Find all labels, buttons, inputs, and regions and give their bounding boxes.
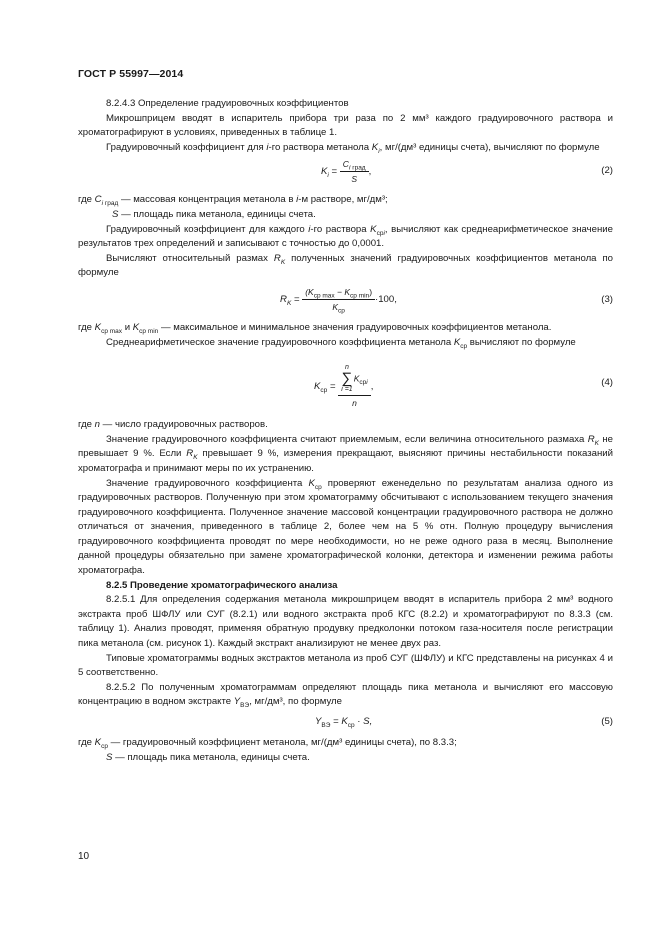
page-number: 10 — [78, 851, 90, 862]
paragraph: Значение градуировочного коэффициента $K_{ср}$ проверяют еженедельно по результатам анализа одного из градуировочных растворов. Полученную при этом хроматограмму обсчитывают с использованием текущего значения градуировочного коэффициента. Полученное значение массовой концентрации градуировочного раствора не должно отличаться от значения, приведенного в таблице 2, более чем на 5 % отн. Полную процедуру вычисления градуировочного коэффициента проводят по мере необходимости, но не реже одного раза в месяц. Выполнение данной процедуры обязательно при замене хроматографической колонки, детектора и изменении режима работы хроматографа. — [78, 477, 614, 577]
equation-number: (2) — [601, 165, 613, 177]
paragraph: Микрошприцем вводят в испаритель прибора три раза по 2 мм³ каждого градуировочного раствора и хроматографируют в условиях, приведенных в таблице 1. — [78, 112, 613, 139]
formula-5: $Y_{ВЭ} = K_{ср} \cdot S$, (5) — [315, 716, 613, 729]
formula-5-where: где $K_{ср}$ — градуировочный коэффициент метанола, мг/(дм³ единицы счета), по 8.3.3; — [78, 737, 457, 750]
section-8-2-5-1: 8.2.5.1 Для определения содержания метанола микрошприцем вводят в испаритель прибора 2 мм³ водного экстракта проб ШФЛУ или СУГ (8.2.1) или водного экстракта проб КГС (8.2.2) и хроматографируют по 8.3.3 (см. таблицу 1). Анализ проводят, применяя обратную продувку предколонки потоком газа-носителя после регистрации пика метанола (см. рисунок 1). Каждый экстракт анализируют не менее двух раз. — [78, 594, 613, 650]
formula-3-where: где $K_{ср max}$ и $K_{ср min}$ — максимальное и минимальное значения градуировочных коэффициентов метанола. — [78, 321, 552, 335]
page-body — [78, 97, 613, 765]
paragraph: Градуировочный коэффициент для i-го раствора метанола $K_i$, мг/(дм³ единицы счета), вычисляют по формуле — [106, 141, 600, 155]
formula-2-where-s: S — площадь пика метанола, единицы счета. — [112, 208, 316, 220]
paragraph: Градуировочный коэффициент для каждого i-го раствора $K_{срi}$, вычисляют как среднеарифметическое значение результатов трех определений и записывают с точностью до 0,0001. — [78, 223, 613, 250]
equation-number: (3) — [601, 293, 613, 305]
formula-3: $R_K$ = $\frac{(K_{ср max} - K_{ср min})}{K_{ср}}$ ·100, (3) — [280, 286, 613, 315]
formula-4: $K_{ср}$ = n ∑ $i =1K_{срi}$ n , (4) — [314, 364, 613, 409]
equation-number: (5) — [601, 716, 613, 727]
section-8-2-4-3-title: 8.2.4.3 Определение градуировочных коэффициентов — [106, 98, 349, 109]
formula-5-where-s: S — площадь пика метанола, единицы счета. — [106, 751, 310, 763]
paragraph: Вычисляют относительный размах $R_K$ полученных значений градуировочных коэффициентов метанола по формуле — [78, 252, 613, 279]
formula-2: $K_i$ = $\frac{C_{i град}}{S}$ , (2) — [321, 159, 613, 185]
section-8-2-5-title: 8.2.5 Проведение хроматографического анализа — [106, 579, 338, 591]
equation-number: (4) — [601, 377, 613, 389]
paragraph: Типовые хроматограммы водных экстрактов метанола из проб СУГ (ШФЛУ) и КГС представлены на рисунках 4 и 5 соответственно. — [78, 652, 613, 679]
formula-4-where: где n — число градуировочных растворов. — [78, 419, 268, 431]
paragraph: Среднеарифметическое значение градуировочного коэффициента метанола $K_{ср}$ вычисляют по формуле — [106, 336, 576, 350]
document-header: ГОСТ Р 55997—2014 — [78, 68, 184, 80]
paragraph: Значение градуировочного коэффициента считают приемлемым, если величина относительного размаха $R_K$ не превышает 9 %. Если $R_K$ превышает 9 %, измерения прекращают, выясняют причины нестабильности показаний хроматографа и принимают меры по их устранению. — [78, 433, 613, 474]
section-8-2-5-2: 8.2.5.2 По полученным хроматограммам определяют площадь пика метанола и вычисляют его массовую концентрацию в водном экстракте $Y_{ВЭ}$, мг/дм³, по формуле — [78, 681, 613, 710]
formula-2-where: где $C_{i град}$ — массовая концентрация метанола в i-м растворе, мг/дм³; — [78, 194, 388, 208]
